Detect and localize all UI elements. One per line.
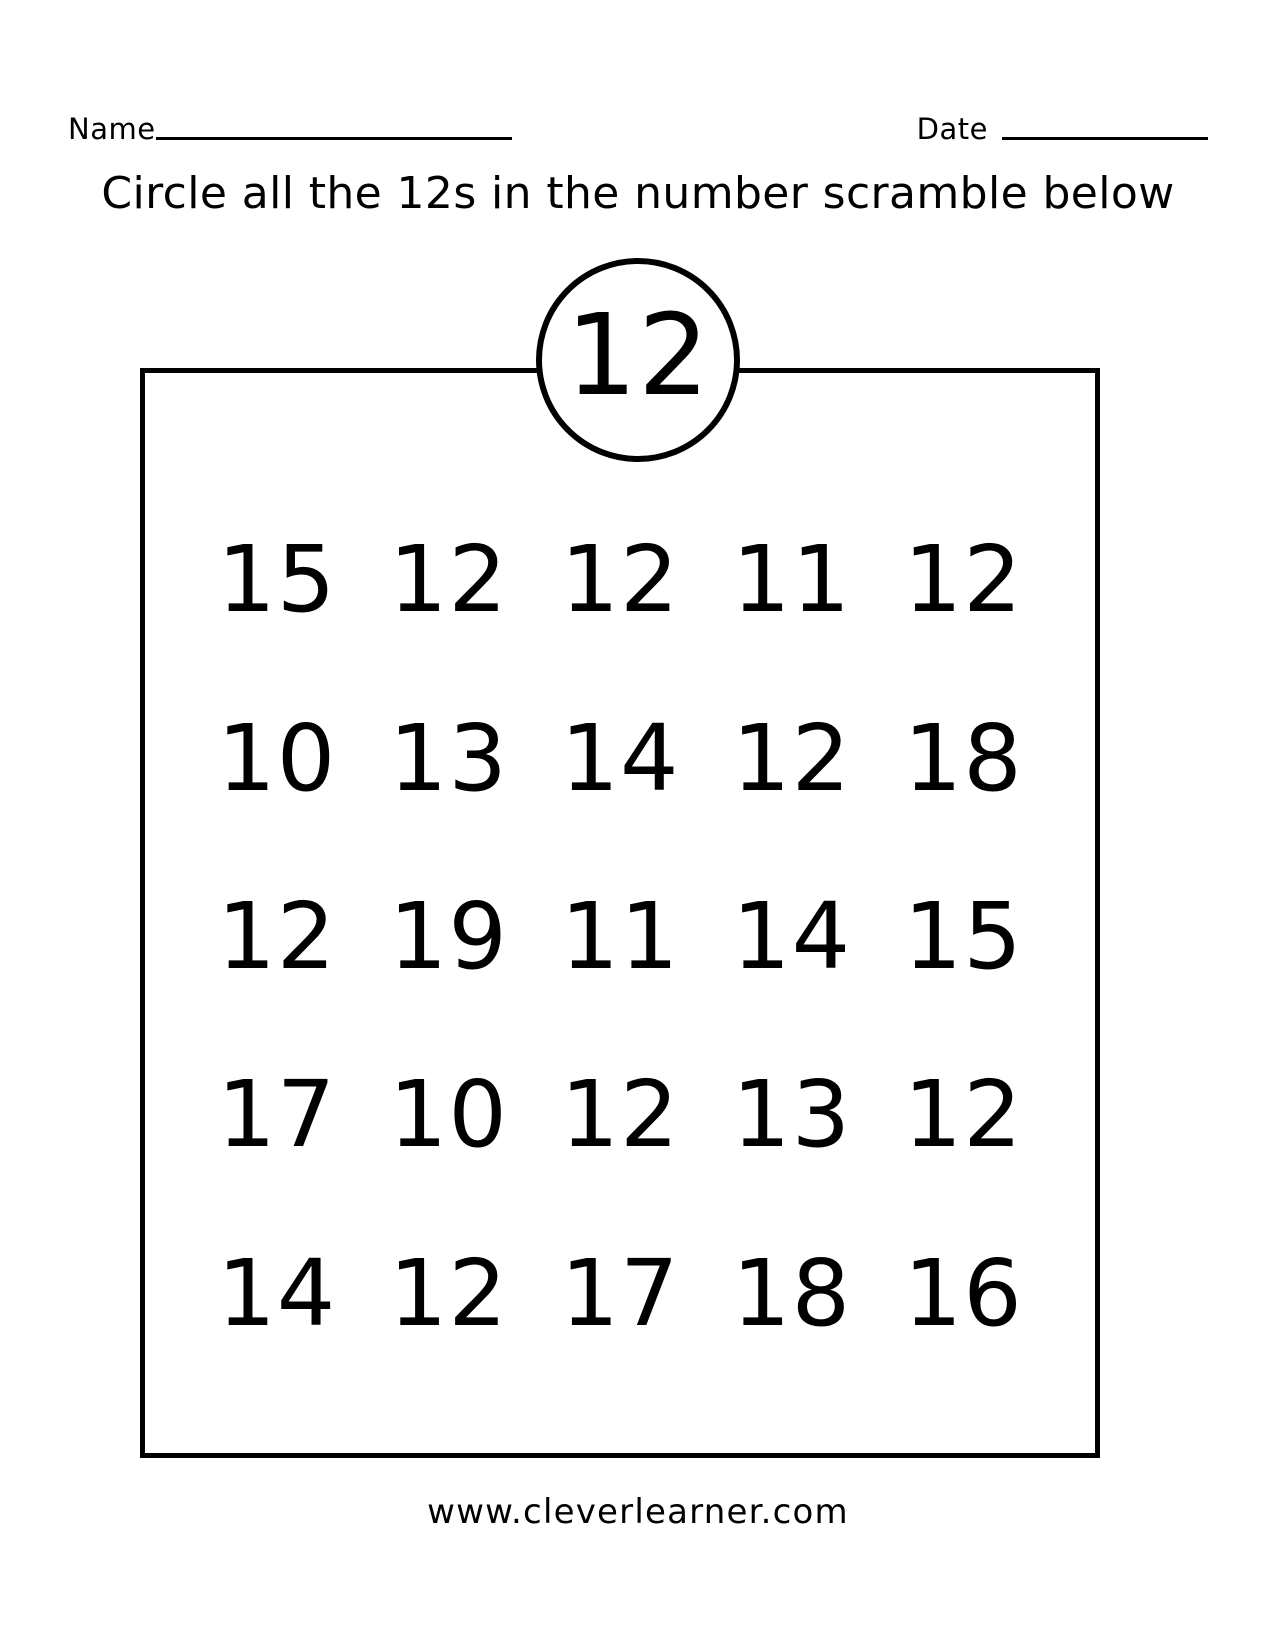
name-label: Name <box>68 112 156 146</box>
date-label: Date <box>916 112 988 146</box>
grid-cell[interactable]: 11 <box>732 526 852 634</box>
date-write-line[interactable] <box>1002 137 1208 140</box>
grid-cell[interactable]: 12 <box>732 704 852 812</box>
grid-cell[interactable]: 17 <box>560 1239 680 1347</box>
grid-cell[interactable]: 10 <box>217 704 337 812</box>
grid-cell[interactable]: 15 <box>217 526 337 634</box>
number-grid <box>191 491 1049 1383</box>
grid-cell[interactable]: 17 <box>217 1061 337 1169</box>
grid-cell[interactable]: 16 <box>903 1239 1023 1347</box>
grid-cell[interactable]: 14 <box>560 704 680 812</box>
target-number-badge <box>536 258 740 462</box>
grid-cell[interactable]: 12 <box>217 882 337 990</box>
date-field <box>916 112 1208 146</box>
worksheet-header <box>68 96 1208 144</box>
name-write-line[interactable] <box>156 137 512 140</box>
target-number-value: 12 <box>565 291 711 421</box>
grid-cell[interactable]: 12 <box>903 1061 1023 1169</box>
grid-cell[interactable]: 19 <box>388 882 508 990</box>
grid-cell[interactable]: 14 <box>732 882 852 990</box>
grid-cell[interactable]: 13 <box>732 1061 852 1169</box>
grid-cell[interactable]: 18 <box>732 1239 852 1347</box>
grid-cell[interactable]: 14 <box>217 1239 337 1347</box>
grid-cell[interactable]: 18 <box>903 704 1023 812</box>
grid-cell[interactable]: 12 <box>388 1239 508 1347</box>
grid-cell[interactable]: 12 <box>560 1061 680 1169</box>
grid-cell[interactable]: 12 <box>903 526 1023 634</box>
grid-cell[interactable]: 12 <box>388 526 508 634</box>
grid-cell[interactable]: 11 <box>560 882 680 990</box>
grid-cell[interactable]: 15 <box>903 882 1023 990</box>
instruction-text: Circle all the 12s in the number scramble below <box>101 168 1175 219</box>
number-scramble-box <box>140 368 1100 1458</box>
footer-website: www.cleverlearner.com <box>427 1492 849 1532</box>
name-field <box>68 112 512 146</box>
grid-cell[interactable]: 10 <box>388 1061 508 1169</box>
grid-cell[interactable]: 12 <box>560 526 680 634</box>
grid-cell[interactable]: 13 <box>388 704 508 812</box>
